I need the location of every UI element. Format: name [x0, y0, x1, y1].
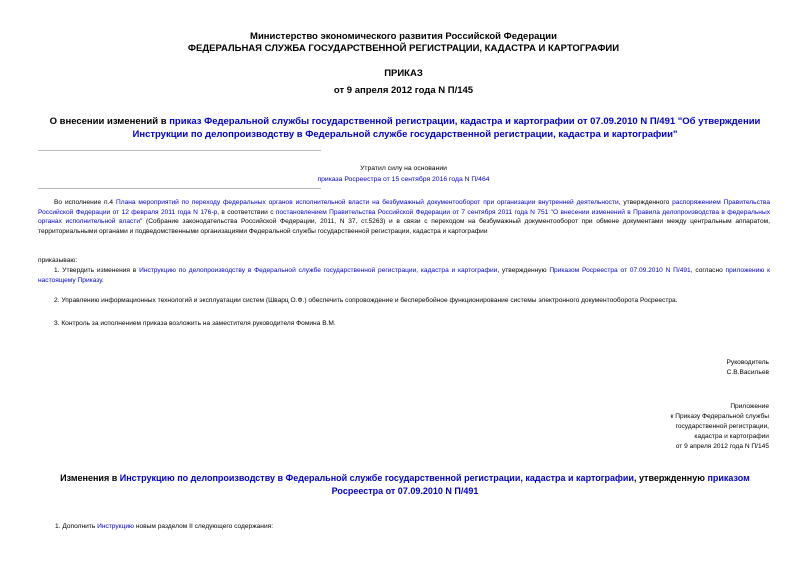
preamble-text-4: (Собрание законодательства Российской Федерации, 2011, N 37, ст.5263) и в связи с переходом на безбумажный документооборот при обмене документами между центральным аппаратом, территориальными органами и подведомственными организациями Федеральной службы государственной регистрации, кадастра и картографии	[38, 218, 770, 235]
item1-text-4: .	[101, 276, 104, 284]
preamble-text-2: , утвержденного	[618, 199, 673, 206]
item1-text-3: , согласно	[690, 267, 726, 274]
divider-top	[38, 150, 321, 151]
appendix-line-2: к Приказу Федеральной службы	[670, 413, 769, 420]
appendix-link[interactable]: приложению к настоящему Приказу	[38, 267, 771, 284]
repeal-link[interactable]: приказа Росреестра от 15 сентября 2016 года N П/464	[317, 176, 490, 183]
title-prefix: О внесении изменений в	[49, 116, 170, 127]
preamble-paragraph	[38, 198, 770, 236]
addition-text-2: новым разделом II следующего содержания:	[133, 523, 274, 530]
order-491-link[interactable]: Приказом Росреестра от 07.09.2010 N П/491	[549, 267, 691, 274]
changes-text-2: , утвержденную	[633, 473, 708, 483]
decree-link[interactable]: распоряжением Правительства Российской Федерации от 12 февраля 2011 года N 176-р	[38, 199, 770, 216]
changes-instruction-link[interactable]: Инструкцию по делопроизводству в Федеральной службе государственной регистрации, кадастра и картографии	[119, 473, 634, 483]
document-title	[40, 115, 770, 141]
signature-name: С.В.Васильев	[726, 369, 769, 376]
item-2: 2. Управлению информационных технологий и эксплуатации систем (Шварц О.Ф.) обеспечить сопровождение и бесперебойное функционирование системы электронного документооборота Росреестра.	[54, 297, 678, 304]
appendix-line-4: кадастра и картографии	[694, 433, 769, 440]
item1-text-2: , утвержденную	[497, 267, 550, 274]
appendix-line-1: Приложение	[730, 403, 769, 410]
document-type: ПРИКАЗ	[384, 68, 423, 79]
addition-item	[55, 523, 273, 530]
title-link[interactable]: приказ Федеральной службы государственной регистрации, кадастра и картографии от 07.09.2010 N П/491 "Об утверждении Инструкции по делопроизводству в Федеральной службе государственной регистрации, кадастра и картографии"	[132, 116, 761, 140]
appendix-line-5: от 9 апреля 2012 года N П/145	[675, 443, 769, 450]
item-1	[38, 266, 770, 285]
changes-order-link[interactable]: приказом Росреестра от 07.09.2010 N П/491	[331, 473, 750, 496]
changes-title	[40, 472, 770, 498]
signature-position: Руководитель	[726, 359, 769, 366]
addition-instruction-link[interactable]: Инструкцию	[97, 523, 134, 530]
preamble-text-3: , в соответствии с	[217, 208, 276, 216]
order-word: приказываю:	[38, 257, 78, 264]
addition-text-1: 1. Дополнить	[55, 523, 98, 530]
service-name: ФЕДЕРАЛЬНАЯ СЛУЖБА ГОСУДАРСТВЕННОЙ РЕГИСТРАЦИИ, КАДАСТРА И КАРТОГРАФИИ	[187, 43, 620, 54]
appendix-line-3: государственной регистрации,	[675, 423, 769, 430]
plan-link[interactable]: Плана мероприятий по переходу федеральных органов исполнительной власти на безбумажный документооборот при организации внутренней деятельности	[115, 199, 619, 206]
instruction-link[interactable]: Инструкцию по делопроизводству в Федеральной службе государственной регистрации, кадастра и картографии	[139, 267, 498, 274]
document-date-number: от 9 апреля 2012 года N П/145	[333, 85, 474, 96]
signature-block	[727, 358, 769, 378]
resolution-link[interactable]: постановлением Правительства Российской Федерации от 7 сентября 2011 года N 751 "О внесении изменений в Правила делопроизводства в федеральных органах исполнительной власти"	[38, 208, 770, 226]
divider-bottom	[38, 188, 321, 189]
item1-text-1: 1. Утвердить изменения в	[54, 267, 140, 274]
item-3: 3. Контроль за исполнением приказа возложить на заместителя руководителя Фомина В.М.	[54, 320, 336, 327]
appendix-block	[670, 402, 769, 452]
repeal-note: Утратил силу на основании	[360, 165, 447, 172]
preamble-text-1: Во исполнение п.4	[54, 199, 116, 206]
ministry-name: Министерство экономического развития Российской Федерации	[250, 31, 557, 42]
changes-text-1: Изменения в	[60, 473, 120, 483]
